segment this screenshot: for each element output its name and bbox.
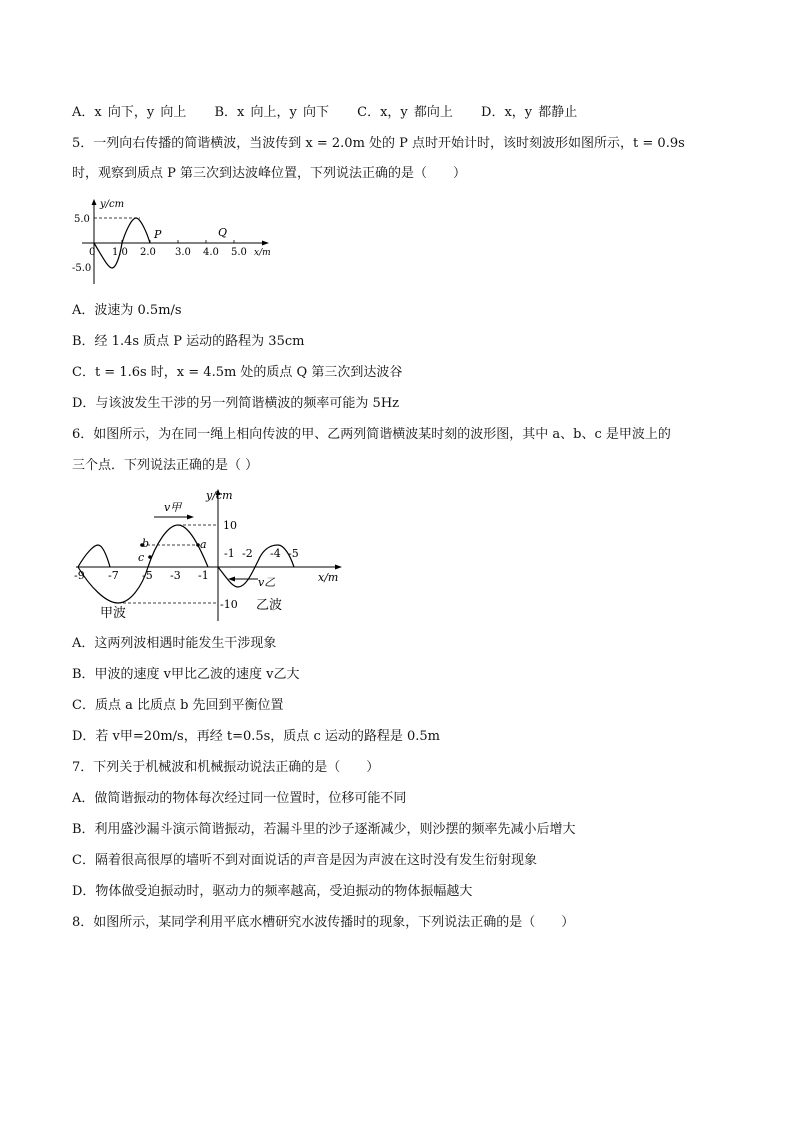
q5-x-label: x/m (254, 248, 271, 258)
q6-x-arrow (335, 565, 342, 570)
q6-label-a: a (200, 538, 207, 551)
q7-stem: 7．下列关于机械波和机械振动说法正确的是（ ） (72, 760, 380, 775)
q6-x-tick: -5 (288, 547, 299, 560)
q6-wave-figure (72, 485, 352, 625)
q6-x-label: x/m (318, 571, 339, 584)
q4-options (72, 104, 577, 122)
q6-y-label: y/cm (206, 489, 233, 502)
q6-x-tick: -1 (198, 569, 209, 582)
q5-x-tick: 4.0 (203, 247, 219, 258)
q5-x-tick: 1.0 (112, 247, 128, 258)
q6-option-d: D．若 v甲=20m/s，再经 t=0.5s，质点 c 运动的路程是 0.5m (72, 729, 440, 744)
q5-point-q: Q (218, 226, 228, 239)
q4-option-a: A．x 向下，y 向上 (72, 105, 187, 120)
q6-option-a: A．这两列波相遇时能发生干涉现象 (72, 636, 277, 651)
q5-option-d: D．与该波发生干涉的另一列简谐横波的频率可能为 5Hz (72, 396, 400, 411)
q5-option-c: C．t = 1.6s 时，x = 4.5m 处的质点 Q 第三次到达波谷 (72, 365, 403, 380)
q6-option-b: B．甲波的速度 v甲比乙波的速度 v乙大 (72, 667, 300, 682)
q6-y-tick-pos: 10 (223, 519, 237, 532)
q5-x-tick: 2.0 (140, 247, 156, 258)
q4-option-c: C．x，y 都向上 (357, 105, 453, 120)
q4-option-b: B．x 向上，y 向下 (214, 105, 329, 120)
q6-wave-jia-left (78, 545, 110, 567)
q5-y-arrow (92, 199, 97, 205)
q7-option-c: C．隔着很高很厚的墙听不到对面说话的声音是因为声波在这时没有发生衍射现象 (72, 853, 537, 868)
q5-x-arrow (262, 241, 269, 246)
q6-option-c: C．质点 a 比质点 b 先回到平衡位置 (72, 698, 284, 713)
q6-x-tick: -5 (142, 569, 153, 582)
q6-stem-line2: 三个点．下列说法正确的是（ ） (72, 458, 259, 473)
q6-point-c (148, 555, 152, 559)
q7-option-b: B．利用盛沙漏斗演示简谐振动，若漏斗里的沙子逐渐减少，则沙摆的频率先减小后增大 (72, 822, 576, 837)
q7-option-d: D．物体做受迫振动时，驱动力的频率越高，受迫振动的物体振幅越大 (72, 884, 473, 899)
q5-option-b: B．经 1.4s 质点 P 运动的路程为 35cm (72, 334, 305, 349)
q5-x-tick: 5.0 (231, 247, 247, 258)
q6-v-jia-label: v甲 (164, 501, 182, 514)
q6-y-tick-neg: -10 (220, 598, 238, 611)
q5-y-tick-pos: 5.0 (74, 214, 90, 225)
q5-stem-line2: 时，观察到质点 P 第三次到达波峰位置，下列说法正确的是（ ） (72, 166, 467, 181)
q6-wave-yi-name: 乙波 (256, 598, 283, 613)
q6-x-tick: -2 (242, 547, 253, 560)
q6-x-tick: -3 (170, 569, 181, 582)
q5-point-p: P (154, 228, 162, 241)
q6-stem-line1: 6．如图所示，为在同一绳上相向传波的甲、乙两列简谐横波某时刻的波形图，其中 a、b、c 是甲波上的 (72, 427, 671, 442)
q6-x-tick: -9 (74, 569, 85, 582)
q6-x-tick: -1 (224, 547, 235, 560)
q6-label-b: b (142, 537, 150, 550)
q6-x-tick: -4 (270, 547, 281, 560)
q7-option-a: A．做简谐振动的物体每次经过同一位置时，位移可能不同 (72, 791, 407, 806)
q6-label-c: c (138, 551, 145, 564)
q6-x-tick: -7 (108, 569, 119, 582)
q6-wave-jia-name: 甲波 (100, 606, 127, 621)
q6-v-jia-arrowhead (187, 515, 194, 520)
q5-x-tick: 3.0 (175, 247, 191, 258)
q5-origin-label: 0 (89, 247, 96, 258)
q5-stem-line1: 5．一列向右传播的简谐横波，当波传到 x = 2.0m 处的 P 点时开始计时，该时刻波形如图所示，t = 0.9s (72, 136, 685, 151)
q8-stem: 8．如图所示，某同学利用平底水槽研究水波传播时的现象，下列说法正确的是（ ） (72, 915, 575, 930)
q5-option-a: A．波速为 0.5m/s (72, 303, 182, 318)
q5-y-tick-neg: -5.0 (72, 263, 92, 274)
q5-y-label: y/cm (100, 199, 125, 210)
q6-v-yi-label: v乙 (258, 576, 276, 589)
q4-option-d: D．x，y 都静止 (481, 105, 578, 120)
q5-wave-figure (72, 196, 272, 286)
